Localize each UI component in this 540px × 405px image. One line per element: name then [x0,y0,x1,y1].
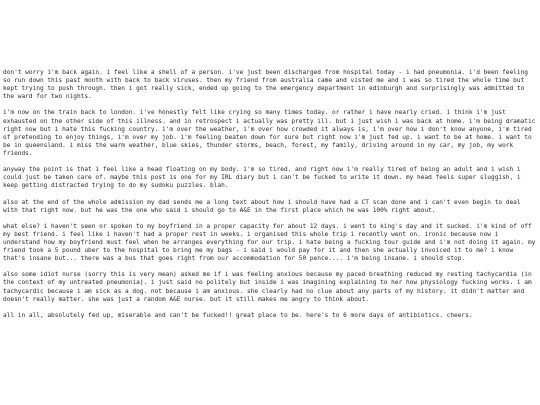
post-body [3,69,537,328]
paragraph-head-floating: anyway the point is that i feel like a head floating on my body. i'm so tired. and right now i'm really tired of being an adult and i wish i could just be taken care of. maybe this post is one for my IRL diary but i can't be fucked to write it down. my head feels super sluggish, i keep getting distracted trying to do my sudoku puzzles. blah. [3,166,521,190]
paragraph-train-to-london: i'm now on the train back to london. i've honestly felt like crying so many times today. or rather i have nearly cried. i think i'm just exhausted on the other side of this illness. and in retrospect i actually was pretty ill. but i just wish i was back at home. i'm being dramatic right now but i hate this fucking country. i'm over the weather, i'm over how crowded it always is, i'm over how i don't know anyone, i'm tired of pretending to enjoy things, i'm over my job. i'm feeling beaten down for sure but right now i'm just fed up. i want to be at home. i want to be in queensland. i miss the warm weather, blue skies, thunder storms, beach, forest, my family, driving around in my car, my job, my work friends. [3,109,536,157]
paragraph-what-else: what else? i haven't seen or spoken to my boyfriend in a proper capacity for about 12 days. i went to king's day and it sucked. i'm kind of off my best friend. i feel like i haven't had a proper rest in weeks. i organised this whole trip i recently went on. ironic because now i understand how my boyfriend must feel when he arranges everything for our trip. i hate being a fucking tour guide and i'm not doing it again. my friend took a 5 pound uber to the hospital to bring me my bags - i said i would pay for it and then she actually invoiced it to me? i know that's insane but... there was a bus that goes right from our accommodation for 50 pence.... i'm being insane. i should stop. [3,222,536,263]
paragraph-conclusion: all in all, absolutely fed up, miserable and can't be fucked!! great place to be. here's to 6 more days of antibiotics. cheers. [3,311,473,319]
paragraph-dad-text: also at the end of the whole admission my dad sends me a long text about how i should have had a CT scan done and i can't even begin to deal with that right now. but he was the one who said i should go to A&E in the first place which he was 100% right about. [3,198,521,214]
paragraph-nurse: also some idiot nurse (sorry this is very mean) asked me if i was feeling anxious because my paced breathing reduced my resting tachycardia (in the context of my untreated pneumonia). i just said no politely but inside i was imagining explaining to her how physiology fucking works. i am tachycardic because i am sick as a dog. not because i am anxious. she clearly had no clue about any parts of my history. it didn't matter and doesn't really matter. she was just a random A&E nurse. but it still makes me angry to think about. [3,271,532,303]
paragraph-hospital-discharge: don't worry i'm back again. i feel like a shell of a person. i've just been discharged from hospital today - i had pneumonia. i'd been feeling so run down this past month with back to back viruses. then my friend from australia came and visted me and i was so tired the whole time but kept trying to push through. then i got really sick, ended up going to the emergency department in edinburgh and surprisingly was admitted to the ward for two nights. [3,69,528,101]
